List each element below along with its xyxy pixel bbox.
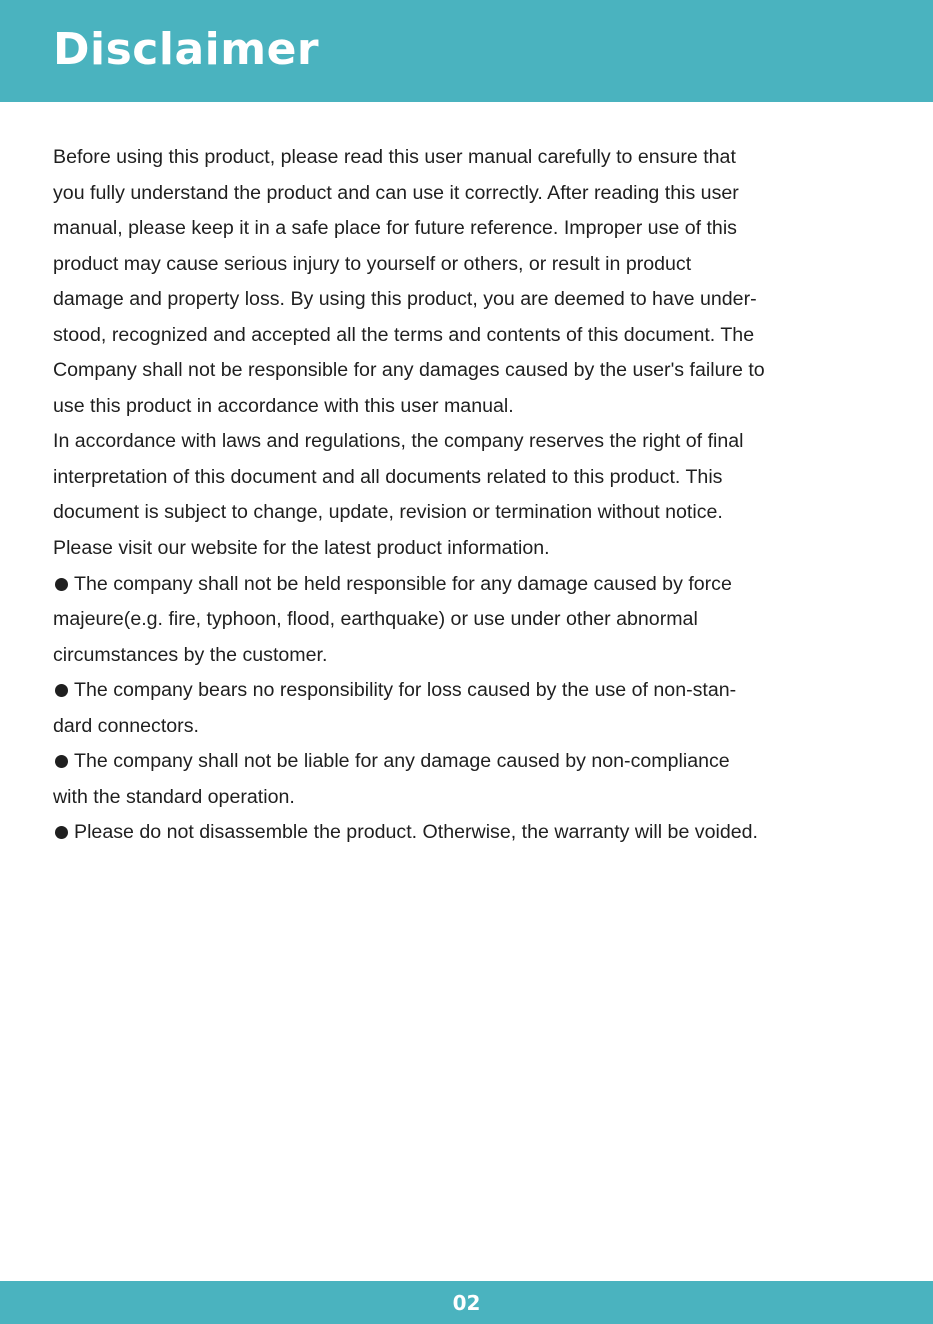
bullet-text: The company shall not be held responsible for any damage caused by force xyxy=(74,572,732,595)
bullet-text: The company shall not be liable for any damage caused by non-compliance xyxy=(74,750,730,773)
paragraph-line: stood, recognized and accepted all the terms and contents of this document. The xyxy=(53,323,755,346)
disclaimer-body xyxy=(53,140,888,851)
bullet-dot-icon xyxy=(55,826,68,839)
page-number: 02 xyxy=(452,1291,481,1315)
paragraph-line: manual, please keep it in a safe place for future reference. Improper use of this xyxy=(53,217,737,240)
bullet-dot-icon xyxy=(55,755,68,768)
page-title: Disclaimer xyxy=(53,24,320,75)
paragraph-line: interpretation of this document and all documents related to this product. This xyxy=(53,465,723,488)
paragraph-line: product may cause serious injury to yourself or others, or result in product xyxy=(53,252,692,275)
bullet-dot-icon xyxy=(55,684,68,697)
paragraph-line: Before using this product, please read this user manual carefully to ensure that xyxy=(53,146,736,168)
bullet-text: The company bears no responsibility for loss caused by the use of non-stan- xyxy=(74,679,737,702)
bullet-text: Please do not disassemble the product. Otherwise, the warranty will be voided. xyxy=(74,821,758,844)
bullet-dot-icon xyxy=(55,578,68,591)
paragraph-line: document is subject to change, update, revision or termination without notice. xyxy=(53,501,723,524)
paragraph-line: In accordance with laws and regulations, the company reserves the right of final xyxy=(53,430,744,453)
paragraph-line: Company shall not be responsible for any damages caused by the user's failure to xyxy=(53,359,765,382)
bullet-line xyxy=(53,673,888,709)
paragraph-line: use this product in accordance with this user manual. xyxy=(53,394,514,417)
paragraph-line: Please visit our website for the latest product information. xyxy=(53,537,550,560)
paragraph-line: damage and property loss. By using this product, you are deemed to have under- xyxy=(53,288,757,311)
paragraph-line: with the standard operation. xyxy=(53,785,295,808)
bullet-line xyxy=(53,567,888,603)
paragraph-line: majeure(e.g. fire, typhoon, flood, earthquake) or use under other abnormal xyxy=(53,608,698,631)
bullet-line xyxy=(53,815,888,851)
paragraph-line: circumstances by the customer. xyxy=(53,643,328,666)
paragraph-line: dard connectors. xyxy=(53,714,199,737)
bullet-line xyxy=(53,744,888,780)
paragraph-line: you fully understand the product and can use it correctly. After reading this user xyxy=(53,181,739,204)
